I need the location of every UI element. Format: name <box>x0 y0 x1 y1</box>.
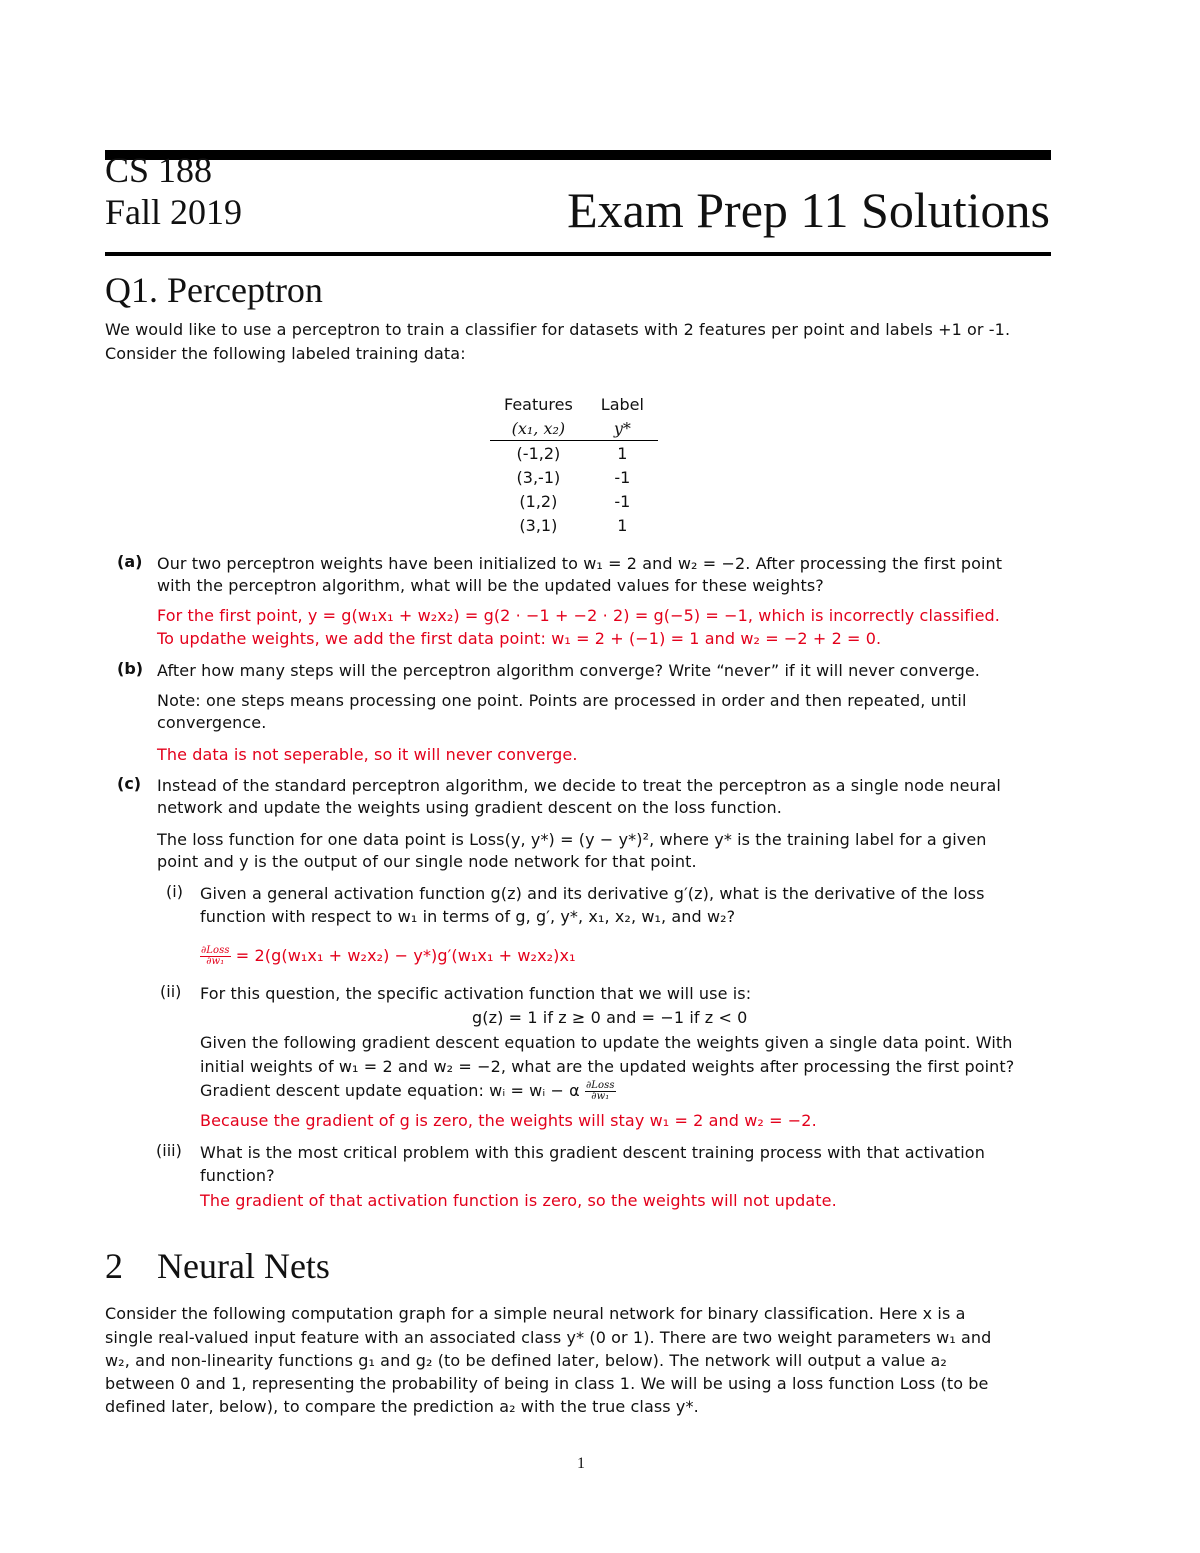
table-cell-features: (1,2) <box>519 491 558 511</box>
part-c-ii-label: (ii) <box>160 982 182 1001</box>
part-c-loss-line1: The loss function for one data point is Loss(y, y*) = (y − y*)², where y* is the training label for a given <box>157 830 987 849</box>
section2-paragraph-line: single real-valued input feature with an associated class y* (0 or 1). There are two weight parameters w₁ and <box>105 1328 992 1347</box>
part-a-label: (a) <box>117 552 143 571</box>
fraction-numerator: ∂Loss <box>201 945 230 956</box>
section2-paragraph-line: w₂, and non-linearity functions g₁ and g₂ (to be defined later, below). The network will output a value a₂ <box>105 1351 947 1370</box>
part-a-answer-line2: To updathe weights, we add the first data point: w₁ = 2 + (−1) = 1 and w₂ = −2 + 2 = 0. <box>157 629 882 648</box>
table-subheader-row <box>490 416 658 441</box>
part-c-iii-question-line2: function? <box>200 1166 275 1185</box>
part-b-label: (b) <box>117 659 144 678</box>
part-c-label: (c) <box>117 774 142 793</box>
part-c-iii-answer: The gradient of that activation function is zero, so the weights will not update. <box>200 1191 837 1210</box>
part-c-i-question-line2: function with respect to w₁ in terms of g, g′, y*, x₁, x₂, w₁, and w₂? <box>200 907 736 926</box>
part-c-iii-question-line1: What is the most critical problem with this gradient descent training process with that activation <box>200 1143 985 1162</box>
part-a-question-line2: with the perceptron algorithm, what will be the updated values for these weights? <box>157 576 824 595</box>
part-c-ii-question-line3: initial weights of w₁ = 2 and w₂ = −2, what are the updated weights after processing the first point? <box>200 1057 1015 1076</box>
section2-paragraph-line: Consider the following computation graph for a simple neural network for binary classification. Here x is a <box>105 1304 966 1323</box>
part-c-iii-label: (iii) <box>156 1141 182 1160</box>
table-cell-label: 1 <box>617 443 628 463</box>
course-term: Fall 2019 <box>105 192 243 232</box>
training-data-table <box>490 392 658 537</box>
part-c-ii-question-line1: For this question, the specific activation function that we will use is: <box>200 984 752 1003</box>
table-cell-features: (-1,2) <box>516 443 561 463</box>
partial-derivative-fraction <box>585 1081 616 1102</box>
section-heading-q1: Q1. Perceptron <box>105 270 323 310</box>
part-b-note-line2: convergence. <box>157 713 267 732</box>
table-cell-label: -1 <box>614 491 631 511</box>
table-header-label: Label <box>600 394 644 414</box>
header-top-rule <box>105 150 1051 160</box>
table-cell-label: -1 <box>614 467 631 487</box>
fraction-denominator: ∂w₁ <box>591 1091 610 1102</box>
part-c-i-answer <box>200 944 576 968</box>
part-c-i-question-line1: Given a general activation function g(z) and its derivative g′(z), what is the derivative of the loss <box>200 884 985 903</box>
table-header-features: Features <box>504 394 573 414</box>
part-b-note-line1: Note: one steps means processing one point. Points are processed in order and then repeated, until <box>157 691 967 710</box>
section2-paragraph-line: defined later, below), to compare the prediction a₂ with the true class y*. <box>105 1397 699 1416</box>
gradient-update-equation <box>200 1079 616 1103</box>
part-c-loss-line2: point and y is the output of our single node network for that point. <box>157 852 697 871</box>
part-c-question-line1: Instead of the standard perceptron algorithm, we decide to treat the perceptron as a single node neural <box>157 776 1001 795</box>
update-equation-text: Gradient descent update equation: wᵢ = wᵢ − α <box>200 1081 580 1100</box>
part-c-i-answer-expression: = 2(g(w₁x₁ + w₂x₂) − y*)g′(w₁x₁ + w₂x₂)x₁ <box>235 946 576 965</box>
table-header-row <box>490 392 658 416</box>
section-number-2: 2 <box>105 1246 123 1286</box>
table-cell-features: (3,-1) <box>516 467 561 487</box>
table-row <box>490 465 658 489</box>
q1-intro-line2: Consider the following labeled training data: <box>105 344 466 363</box>
page-title: Exam Prep 11 Solutions <box>567 182 1050 238</box>
part-c-i-label: (i) <box>166 882 183 901</box>
fraction-numerator: ∂Loss <box>586 1080 615 1091</box>
table-cell-label: 1 <box>617 515 628 535</box>
part-a-question-line1: Our two perceptron weights have been initialized to w₁ = 2 and w₂ = −2. After processing the first point <box>157 554 1003 573</box>
section2-paragraph-line: between 0 and 1, representing the probability of being in class 1. We will be using a loss function Loss (to be <box>105 1374 989 1393</box>
table-row <box>490 489 658 513</box>
part-c-question-line2: network and update the weights using gradient descent on the loss function. <box>157 798 782 817</box>
part-a-answer-line1: For the first point, y = g(w₁x₁ + w₂x₂) = g(2 · −1 + −2 · 2) = g(−5) = −1, which is incorrectly classified. <box>157 606 1000 625</box>
section-heading-neural-nets: Neural Nets <box>157 1246 330 1286</box>
activation-equation: g(z) = 1 if z ≥ 0 and = −1 if z < 0 <box>472 1008 748 1027</box>
course-name: CS 188 <box>105 150 213 190</box>
page-number: 1 <box>577 1455 585 1472</box>
part-b-answer: The data is not seperable, so it will never converge. <box>157 745 578 764</box>
q1-intro-line1: We would like to use a perceptron to train a classifier for datasets with 2 features per point and labels +1 or -1. <box>105 320 1011 339</box>
part-c-ii-answer: Because the gradient of g is zero, the weights will stay w₁ = 2 and w₂ = −2. <box>200 1111 817 1130</box>
table-subheader-features: (x₁, x₂) <box>511 418 566 438</box>
partial-derivative-fraction <box>200 946 231 967</box>
table-cell-features: (3,1) <box>519 515 558 535</box>
table-row <box>490 441 658 466</box>
header-bottom-rule <box>105 252 1051 256</box>
table-row <box>490 513 658 537</box>
fraction-denominator: ∂w₁ <box>206 956 225 967</box>
part-c-ii-question-line2: Given the following gradient descent equation to update the weights given a single data point. With <box>200 1033 1013 1052</box>
part-b-question-line1: After how many steps will the perceptron algorithm converge? Write “never” if it will never converge. <box>157 661 980 680</box>
table-subheader-label: y* <box>613 418 631 438</box>
